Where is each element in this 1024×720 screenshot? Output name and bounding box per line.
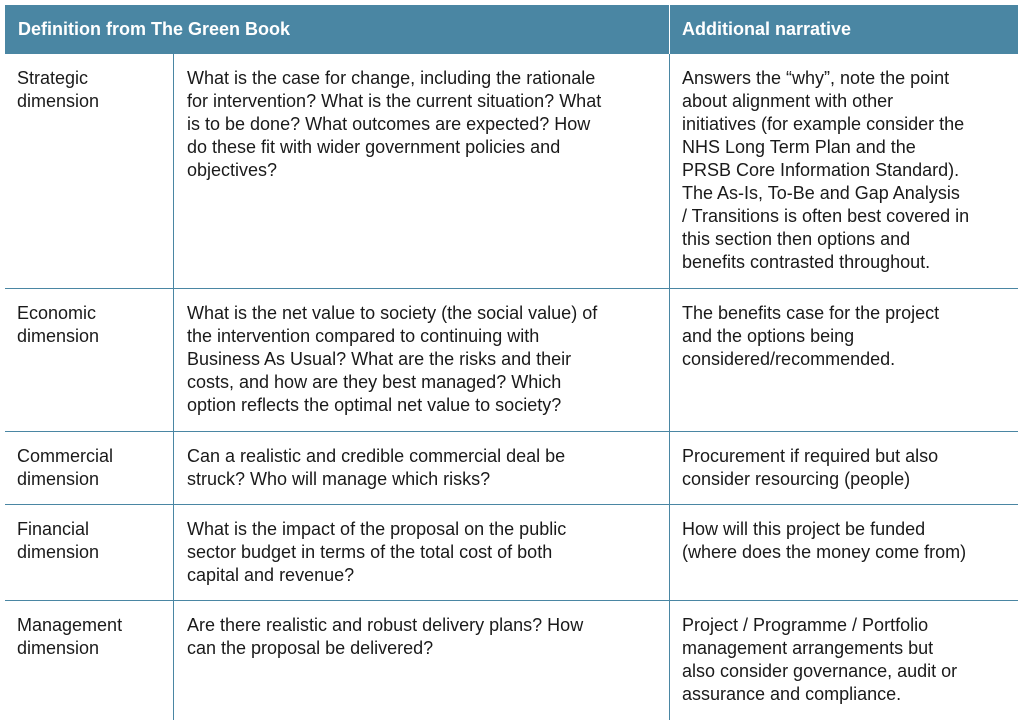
dimension-cell: Strategic dimension	[17, 68, 100, 111]
column-divider	[173, 505, 174, 600]
column-divider	[669, 289, 670, 431]
definition-cell: What is the impact of the proposal on the public sector budget in terms of the total cost of both capital and revenue?	[187, 519, 567, 585]
dimension-cell: Management dimension	[17, 615, 123, 658]
narrative-cell: Project / Programme / Portfolio management arrangements but also consider governance, audit or assurance and compliance.	[682, 615, 958, 704]
narrative-cell: How will this project be funded (where does the money come from)	[682, 519, 967, 562]
table-row-commercial	[5, 432, 1018, 505]
header-narrative: Additional narrative	[682, 19, 852, 39]
definition-cell: Can a realistic and credible commercial deal be struck? Who will manage which risks?	[187, 446, 566, 489]
column-divider	[669, 505, 670, 600]
narrative-cell: Answers the “why”, note the point about alignment with other initiatives (for example consider the NHS Long Term Plan and the PRSB Core Information Standard). The As-Is, To-Be and Gap Analysis / Transitions is often best covered in this section then options and benefits contrasted throughout.	[682, 68, 970, 272]
dimension-cell: Economic dimension	[17, 303, 100, 346]
column-divider	[173, 601, 174, 720]
column-divider	[173, 54, 174, 288]
table-header	[5, 5, 1018, 54]
table-row-financial	[5, 505, 1018, 601]
column-divider	[173, 432, 174, 504]
header-divider	[669, 5, 670, 54]
table-row-economic	[5, 289, 1018, 432]
column-divider	[173, 289, 174, 431]
table-row-management	[5, 601, 1018, 720]
table-row-strategic	[5, 54, 1018, 289]
column-divider	[669, 432, 670, 504]
dimension-cell: Commercial dimension	[17, 446, 114, 489]
column-divider	[669, 601, 670, 720]
definition-cell: What is the case for change, including the rationale for intervention? What is the current situation? What is to be done? What outcomes are expected? How do these fit with wider government policies and objectives?	[187, 68, 602, 180]
narrative-cell: The benefits case for the project and the options being considered/recommended.	[682, 303, 940, 369]
definition-cell: Are there realistic and robust delivery plans? How can the proposal be delivered?	[187, 615, 584, 658]
column-divider	[669, 54, 670, 288]
definition-cell: What is the net value to society (the social value) of the intervention compared to continuing with Business As Usual? What are the risks and their costs, and how are they best managed? Which option reflects the optimal net value to society?	[187, 303, 598, 415]
dimension-cell: Financial dimension	[17, 519, 100, 562]
narrative-cell: Procurement if required but also consider resourcing (people)	[682, 446, 939, 489]
header-definition: Definition from The Green Book	[18, 19, 291, 39]
